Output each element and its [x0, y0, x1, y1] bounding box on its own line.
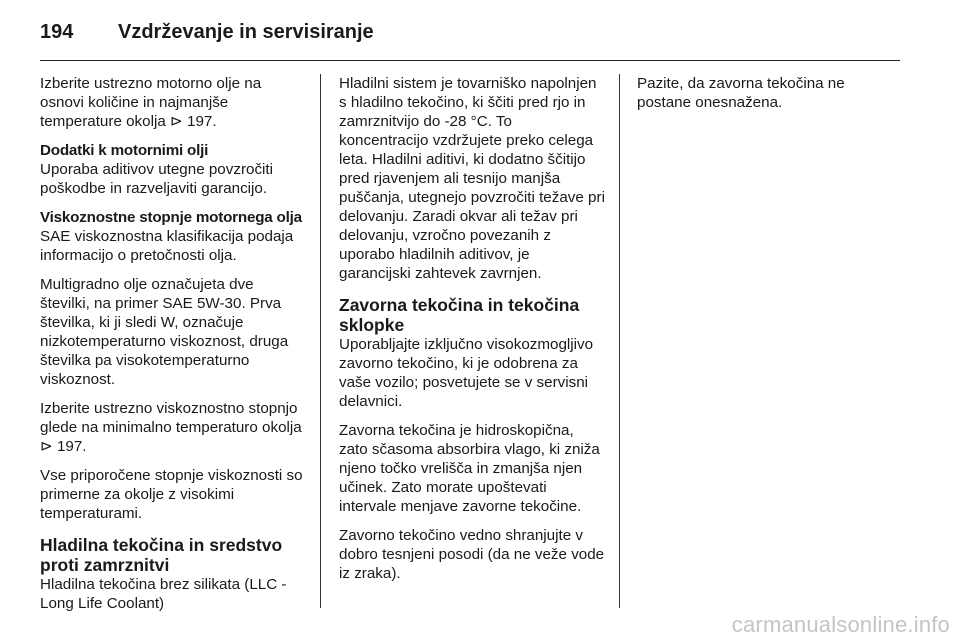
page-number: 194 [40, 20, 74, 43]
paragraph: Izberite ustrezno motorno olje na osnovi količine in najmanjše temperature okolja ⊳ 197. [40, 75, 262, 130]
cross-reference-arrow-icon: ⊳ [170, 113, 183, 130]
paragraph: Izberite ustrezno viskoznostno stopnjo glede na minimalno temperaturo okolja ⊳ 197. [40, 400, 302, 455]
column-1 [40, 74, 306, 623]
paragraph: Multigradno olje označujeta dve številki, na primer SAE 5W-30. Prva številka, ki ji sledi W, označuje nizkotemperaturno viskoznost, druga številka pa visokotemperaturno viskoznost. [40, 276, 289, 388]
cross-reference-arrow-icon: ⊳ [40, 438, 53, 455]
header-rule [40, 60, 900, 61]
paragraph: Pazite, da zavorna tekočina ne postane onesnažena. [637, 75, 845, 111]
paragraph: Zavorna tekočina je hidroskopična, zato sčasoma absorbira vlago, ki zniža njeno točko vrelišča in zmanjša njen učinek. Zato morate upoštevati intervale menjave zavorne tekočine. [339, 422, 600, 515]
subheading: Viskoznostne stopnje motornega olja [40, 209, 302, 226]
paragraph: Hladilna tekočina brez silikata (LLC - Long Life Coolant) [40, 576, 287, 612]
paragraph: Uporabljajte izključno visokozmogljivo zavorno tekočino, ki je odobrena za vaše vozilo; posvetujete se v servisni delavnici. [339, 336, 594, 410]
paragraph: Uporaba aditivov utegne povzročiti poškodbe in razveljaviti garancijo. [40, 161, 274, 197]
page-header [40, 14, 900, 50]
column-divider [320, 74, 321, 608]
page-reference[interactable]: 197. [56, 438, 87, 455]
column-3 [637, 74, 900, 122]
column-divider [619, 74, 620, 608]
page-reference[interactable]: 197. [187, 113, 217, 130]
chapter-title: Vzdrževanje in servisiranje [118, 20, 374, 43]
watermark: carmanualsonline.info [731, 612, 950, 637]
paragraph: Zavorno tekočino vedno shranjujte v dobro tesnjeni posodi (da ne veže vode iz zraka). [339, 527, 605, 582]
paragraph: Hladilni sistem je tovarniško napolnjen s hladilno tekočino, ki ščiti pred rjo in zamrznitvijo do -28 °C. To koncentracijo vzdržujete preko celega leta. Hladilni aditivi, ki dodatno ščitijo pred rjavenjem ali tesnijo manjša puščanja, utegnejo povzročiti težave pri delovanju. Zaradi okvar ali težav pri delovanju, vzročno povezanih z uporabo hladilnih aditivov, je garancijski zahtevek zavrnjen. [339, 75, 605, 282]
paragraph: SAE viskoznostna klasifikacija podaja informacijo o pretočnosti olja. [40, 228, 294, 264]
paragraph: Vse priporočene stopnje viskoznosti so primerne za okolje z visokimi temperaturami. [40, 467, 303, 522]
section-heading: Hladilna tekočina in sredstvo proti zamrznitvi [40, 535, 283, 575]
subheading: Dodatki k motornimi olji [40, 142, 209, 159]
section-heading: Zavorna tekočina in tekočina sklopke [339, 295, 580, 335]
column-2 [339, 74, 605, 593]
